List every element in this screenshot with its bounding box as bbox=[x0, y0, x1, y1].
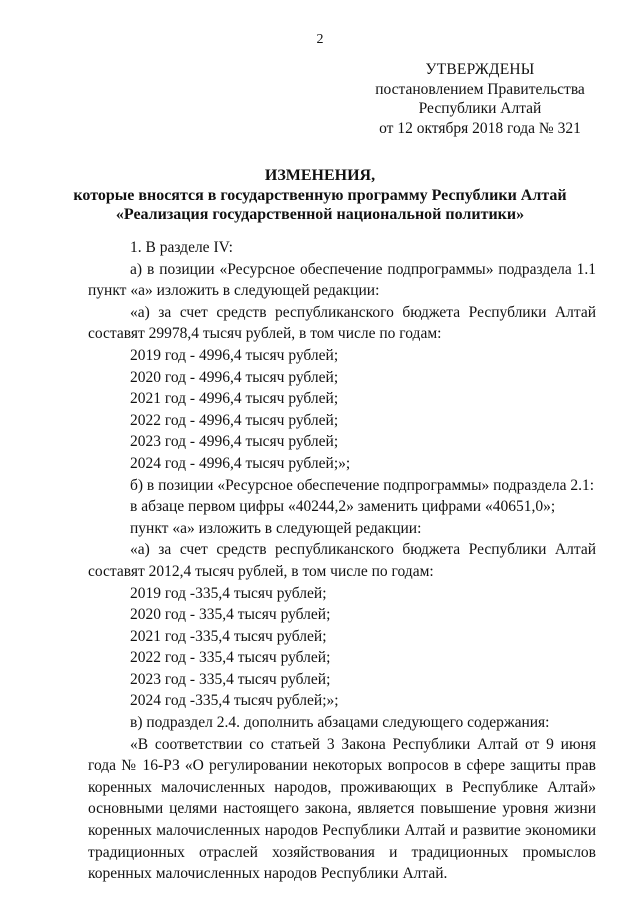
body-line: года № 16-РЗ «О регулировании некоторых вопросов в сфере защиты прав bbox=[88, 757, 596, 775]
body-line: 2019 год -335,4 тысяч рублей; bbox=[130, 584, 327, 602]
body-line: в) подраздел 2.4. дополнить абзацами следующего содержания: bbox=[130, 714, 550, 732]
body-line: составят 29978,4 тысяч рублей, в том числе по годам: bbox=[88, 325, 442, 343]
body-line: 2020 год - 335,4 тысяч рублей; bbox=[130, 606, 331, 624]
body-line: коренных малочисленных народов, проживающих в Республике Алтай» bbox=[88, 778, 596, 796]
body-line: 2021 год -335,4 тысяч рублей; bbox=[130, 627, 327, 645]
approval-line: Республики Алтай bbox=[418, 100, 542, 117]
body-line: «В соответствии со статьей 3 Закона Республики Алтай от 9 июня bbox=[130, 735, 596, 753]
approval-heading: УТВЕРЖДЕНЫ bbox=[425, 61, 535, 78]
body-line: коренных малочисленных народов Республики Алтай и развитие экономики bbox=[88, 822, 596, 840]
body-line: 2021 год - 4996,4 тысяч рублей; bbox=[130, 390, 339, 408]
body-line: 2020 год - 4996,4 тысяч рублей; bbox=[130, 368, 339, 386]
title-line: ИЗМЕНЕНИЯ, bbox=[264, 167, 376, 184]
body-line: 2023 год - 335,4 тысяч рублей; bbox=[130, 670, 331, 688]
body-line: коренных малочисленных народов Республики Алтай. bbox=[88, 865, 448, 883]
approval-block bbox=[360, 60, 600, 138]
body-line: 2024 год - 4996,4 тысяч рублей;»; bbox=[130, 454, 351, 472]
title-line: которые вносятся в государственную программу Республики Алтай bbox=[73, 186, 567, 204]
body-line: а) в позиции «Ресурсное обеспечение подпрограммы» подраздела 1.1 bbox=[130, 260, 596, 278]
title-line: «Реализация государственной национальной политики» bbox=[115, 206, 525, 223]
approval-line: от 12 октября 2018 года № 321 bbox=[379, 119, 581, 137]
body-line: 2019 год - 4996,4 тысяч рублей; bbox=[130, 346, 339, 364]
body-line: б) в позиции «Ресурсное обеспечение подпрограммы» подраздела 2.1: bbox=[130, 476, 595, 494]
document-title bbox=[0, 166, 640, 225]
body-line: традиционных отраслей хозяйствования и традиционных промыслов bbox=[88, 843, 596, 861]
page-number: 2 bbox=[316, 32, 324, 47]
body-line: составят 2012,4 тысяч рублей, в том числе по годам: bbox=[88, 562, 434, 580]
body-line: 2024 год -335,4 тысяч рублей;»; bbox=[130, 692, 339, 710]
body-line: 1. В разделе IV: bbox=[130, 239, 233, 256]
approval-line: постановлением Правительства bbox=[375, 80, 585, 98]
body-line: «а) за счет средств республиканского бюджета Республики Алтай bbox=[130, 541, 596, 559]
body-line: 2023 год - 4996,4 тысяч рублей; bbox=[130, 433, 339, 451]
body-line: 2022 год - 4996,4 тысяч рублей; bbox=[130, 411, 339, 429]
body-line: пункт «а» изложить в следующей редакции: bbox=[88, 282, 380, 300]
body-line: 2022 год - 335,4 тысяч рублей; bbox=[130, 649, 331, 667]
document-body bbox=[88, 237, 596, 885]
body-line: «а) за счет средств республиканского бюджета Республики Алтай bbox=[130, 303, 596, 321]
body-line: в абзаце первом цифры «40244,2» заменить цифрами «40651,0»; bbox=[130, 498, 556, 516]
body-line: пункт «а» изложить в следующей редакции: bbox=[130, 519, 422, 537]
body-line: основными целями настоящего закона, является повышение уровня жизни bbox=[88, 800, 596, 818]
